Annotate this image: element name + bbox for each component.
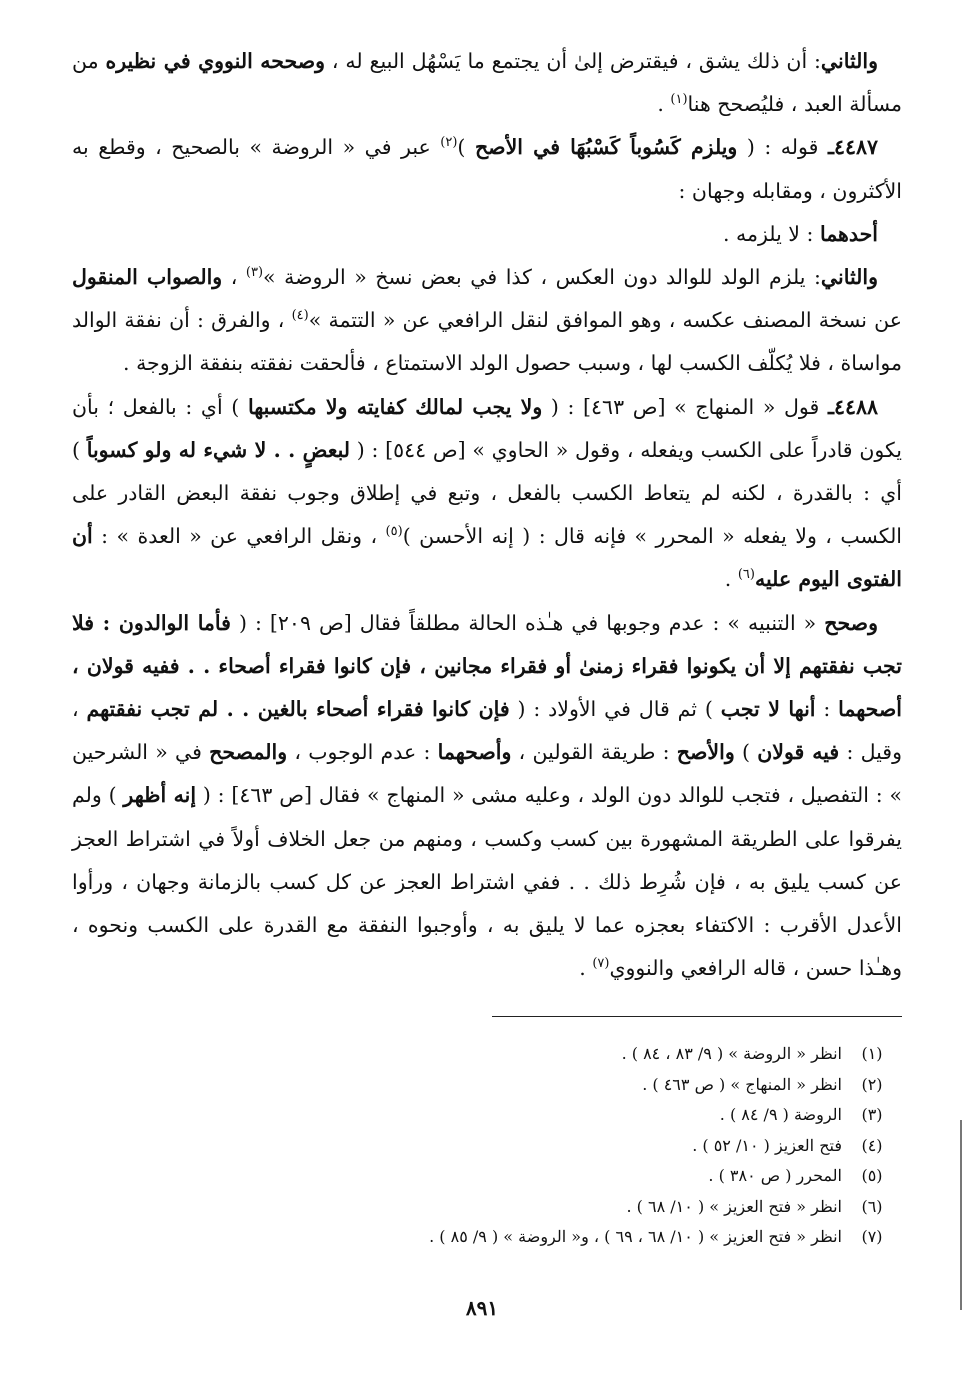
text-span: ، وقيل : [72, 697, 903, 765]
issue-number: ٤٤٨٧ـ [827, 135, 879, 160]
footnote-marker-1: (١) [670, 92, 688, 108]
text-span: : طريقة القولين ، [511, 740, 677, 765]
text-span: ) أي : بالقدرة ، لكنه لم يتعاط الكسب بالفعل ، وتبع في إطلاق وجوب نفقة البعض القادر على الكسب ، ولا يفعله « المحرر » فإنه قال : ( إنه الأحسن ) [72, 437, 903, 549]
footnote-marker-7: (٧) [592, 956, 610, 972]
text-span: ) ولم يفرقوا على الطريقة المشهورة بين كسب وكسب ، ومنهم من جعل الخلاف أولاً في اشتراط العجز عن كسب يليق به ، فإن شُرِط ذلك . . ففي اشتراط العجز عن كل كسب بالزمانة وجهان ، ورأوا الأعدل الأقرب : الاكتفاء بعجزه عما لا يليق به ، وأوجبوا النفقة مع القدرة على الكسب ونحوه ، وهـٰذا حسن ، قاله الرافعي والنووي [72, 783, 902, 981]
text-span: ) [457, 135, 475, 160]
quoted-text: فإن كانوا فقراء أصحاء بالغين . . لم تجب نفقتهم [86, 697, 510, 722]
footnote-text: انظر « المنهاج » ( ص ٤٦٣ ) . [642, 1074, 842, 1094]
text-span: في « الشرحين » : التفصيل ، فتجب للوالد دون الولد ، وعليه مشى « المنهاج » فقال [ص ٤٦٣] : ( [72, 740, 902, 808]
footnote-item [72, 1039, 902, 1070]
quoted-text: ويلزم كَسُوباً كَسْبُهَا في الأصح [474, 135, 738, 160]
footnote-separator [492, 1016, 902, 1017]
paragraph-first-view [72, 213, 902, 256]
paragraph-1 [72, 40, 902, 126]
term: والأصح [676, 740, 735, 765]
footnote-item [72, 1070, 902, 1101]
term: والصواب المنقول [72, 265, 223, 290]
text-span: : أن ذلك يشق ، فيقترض إلىٰ أن يجتمع ما يَسْهُل البيع له ، [325, 49, 821, 73]
text-span: . [579, 956, 593, 981]
footnote-marker-2: (٢) [440, 135, 458, 151]
text-span: ) ثم قال في الأولاد : ( [509, 697, 721, 722]
quoted-text: ولا يجب لمالك كفايته ولا مكتسبها [247, 394, 543, 419]
footnotes [72, 1039, 902, 1253]
text-span: عن نسخة المصنف عكسه ، وهو الموافق لنقل الرافعي عن « التتمة » [308, 308, 902, 333]
text-span: ، [222, 265, 246, 290]
text-span: من مسألة العبد ، فليُصحح هنا [72, 49, 902, 117]
term: وأصحهما [437, 740, 512, 765]
text-span: « التنبيه » : عدم وجوبها في هـٰذه الحالة مطلقاً فقال [ص ٢٠٩] : ( [230, 610, 825, 635]
text-span: : لا يلزمه . [722, 221, 820, 246]
footnote-text: انظر « فتح العزيز » ( ١٠/ ٦٨ ، ٦٩ ) ، و« الروضة » ( ٩/ ٨٥ ) . [429, 1227, 842, 1247]
text-span: قول « المنهاج » [ص ٤٦٣] : ( [542, 394, 828, 419]
footnote-number: (١) [861, 1044, 883, 1064]
footnote-marker-6: (٦) [737, 567, 755, 583]
footnote-text: الروضة ( ٩/ ٨٤ ) . [719, 1105, 842, 1125]
text-span: : [815, 697, 839, 722]
quoted-text: فأما الوالدون : فلا تجب نفقتهم إلا أن يكونوا فقراء زمنىٰ أو فقراء مجانين ، فإن كانوا فقراء أصحاء . . ففيه قولان ، أصحهما [72, 610, 902, 722]
page-number: ٨٩١ [465, 1296, 499, 1320]
footnote-item [72, 1100, 902, 1131]
quoted-text: إنه أظهر [123, 783, 197, 808]
footnote-item [72, 1192, 902, 1223]
footnote-item [72, 1161, 902, 1192]
text-span: عبر في « الروضة » بالصحيح ، وقطع به الأكثرون ، ومقابله وجهان : [72, 135, 902, 203]
text-span: : عدم الوجوب ، [287, 740, 438, 765]
footnote-marker-3: (٣) [245, 265, 264, 281]
quoted-text: لبعضٍ . . لا شيء له ولو كسوباً [86, 437, 351, 462]
footnote-number: (٧) [861, 1227, 883, 1247]
footnote-text: المحرر ( ص ٣٨٠ ) . [708, 1166, 842, 1186]
quoted-text: فيه قولان [757, 740, 840, 765]
footnote-number: (٢) [861, 1074, 883, 1094]
main-text [72, 40, 902, 990]
footnote-marker-5: (٥) [385, 524, 403, 540]
footnote-item [72, 1131, 902, 1162]
term: والثاني [820, 265, 878, 290]
issue-number: ٤٤٨٨ـ [827, 394, 879, 419]
footnote-marker-4: (٤) [291, 308, 309, 324]
footnote-number: (٦) [861, 1196, 883, 1216]
paragraph-4487 [72, 126, 902, 212]
scan-edge-line [960, 1120, 962, 1310]
text-span: قوله : ( [737, 135, 828, 160]
term: أحدهما [819, 221, 878, 246]
term: والمصحح [209, 740, 288, 765]
text-span: . [724, 567, 738, 592]
text-span: ) أي : بالفعل ؛ بأن يكون قادراً على الكسب ويفعله ، وقول « الحاوي » [ص ٥٤٤] : ( [72, 394, 903, 462]
term: وصحح [824, 610, 878, 635]
footnote-number: (٣) [861, 1105, 883, 1125]
text-span: ، ونقل الرافعي عن « العدة » : [92, 524, 386, 549]
quoted-text: أن الفتوى اليوم عليه [72, 524, 902, 592]
text-span: ) [734, 740, 758, 765]
footnote-text: فتح العزيز ( ١٠/ ٥٢ ) . [692, 1135, 842, 1155]
footnote-text: انظر « فتح العزيز » ( ١٠/ ٦٨ ) . [626, 1196, 842, 1216]
text-span: : يلزم الولد للوالد دون العكس ، كذا في بعض نسخ « الروضة » [263, 265, 821, 290]
footnote-item [72, 1222, 902, 1253]
term: وصححه النووي في نظيره [105, 49, 326, 73]
footnote-number: (٥) [861, 1166, 883, 1186]
term: والثاني [820, 49, 878, 73]
paragraph-tanbih [72, 602, 902, 991]
quoted-text: أنها لا تجب [720, 697, 816, 722]
text-span: . [657, 92, 671, 117]
text-span: ، والفرق : أن نفقة الوالد مواساة ، فلا يُكلّف الكسب لها ، وسبب حصول الولد الاستمتاع ، فألحقت نفقته بنفقة الزوجة . [72, 308, 902, 376]
paragraph-second-view [72, 256, 902, 386]
footnote-text: انظر « الروضة » ( ٩/ ٨٣ ، ٨٤ ) . [621, 1044, 842, 1064]
footnote-number: (٤) [861, 1135, 883, 1155]
paragraph-4488 [72, 386, 902, 602]
